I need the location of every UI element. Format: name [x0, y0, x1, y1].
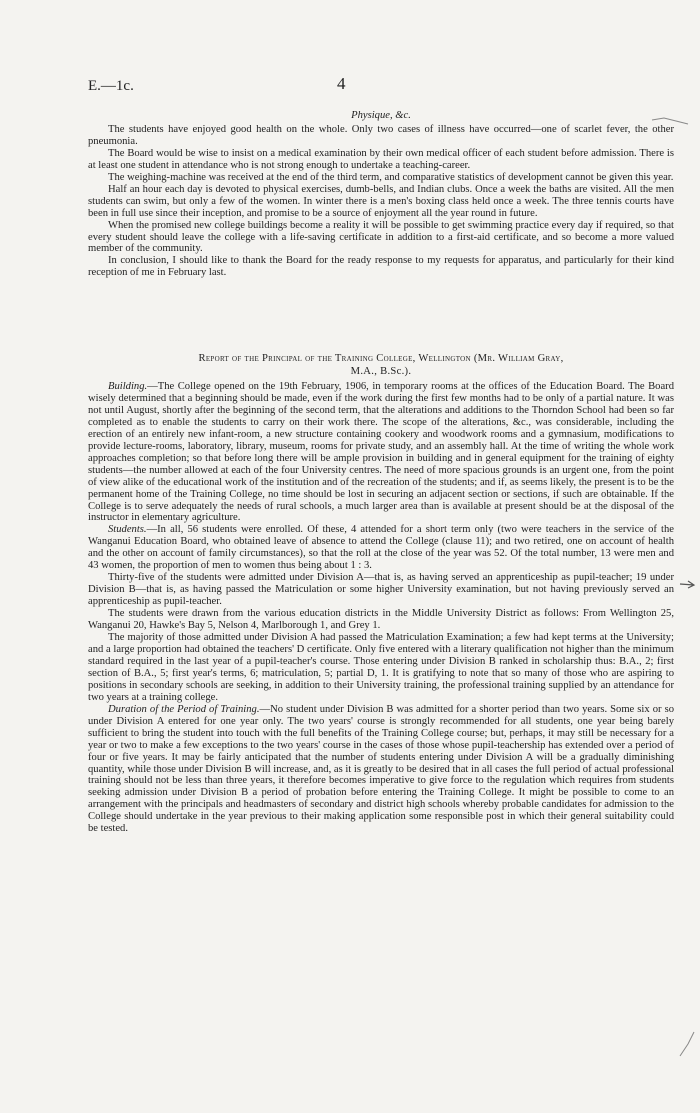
paragraph [88, 572, 674, 608]
margin-mark [650, 112, 690, 130]
paragraph-students [88, 524, 674, 572]
paragraph-lead: Building. [108, 381, 148, 392]
paragraph: In conclusion, I should like to thank the Board for the ready response to my requests for apparatus, and particularly for their kind reception of me in February last. [88, 255, 674, 279]
report-body [88, 381, 674, 835]
physique-section [88, 110, 674, 279]
paragraph-building [88, 381, 674, 524]
paragraph-text: —In all, 56 students were enrolled. Of these, 4 attended for a short term only (two were teachers in the service of the Wanganui Education Board, who obtained leave of absence to attend the College (clause 11); and two retired, one on account of health and the other on account of family circumstances), so that the roll at the close of the year was 52. Of the total number, 13 were men and 43 women, the proportion of men to women thus being about 1 : 3. [88, 524, 674, 572]
paragraph: The students have enjoyed good health on the whole. Only two cases of illness have occurred—one of scarlet fever, the other pneumonia. [88, 123, 674, 147]
paragraph-text: —No student under Division B was admitted for a shorter period than two years. Some six or so under Division A entered for one year only. The two years' course is strongly recommended for all students, one year being barely sufficient to bring the student into touch with the full benefits of the Training College course; but, perhaps, it may still be necessary for a year or two to make a few exceptions to the two years' course in the cases of those whose pupil-teachership has extended over a period of four or five years. It may be fairly anticipated that the number of students entering under Division A will be a gradually diminishing quantity, while those under Division B will increase, and, as it is greatly to be desired that in all cases the full period of actual professional training should not be less than three years, it therefore becomes imperative to give force to the regulation which requires from students seeking admission under Division B a period of probation before entering the Training College. It might be possible to come to an arrangement with the principals and headmasters of secondary and district high schools whereby probable candidates for admission to the College should undertake in the year previous to their making application some responsible post in which their general suitability could be tested. [88, 703, 675, 835]
margin-mark [678, 578, 698, 594]
paragraph-text: Thirty-five of the students were admitted under Division A—that is, as having served an apprenticeship as pupil-teacher; 19 under Division B—that is, as having passed the Matriculation or some higher University examination, but not having previously served an apprenticeship as pupil-teacher. [88, 572, 674, 608]
paragraph-duration [88, 704, 674, 835]
paragraph-lead: Students. [108, 524, 147, 536]
paragraph-text: The students were drawn from the various education districts in the Middle University District as follows: From Wellington 25, Wanganui 20, Hawke's Bay 5, Nelson 4, Marlborough 1, and Grey 1. [88, 608, 674, 632]
paragraph-lead: Duration of the Period of Training. [108, 703, 260, 715]
paragraph: The Board would be wise to insist on a medical examination by their own medical officer of each student before admission. There is at least one student in attendance who is not strong enough to undertake a teaching-career. [88, 147, 674, 171]
margin-mark [676, 1030, 698, 1064]
paragraph: Half an hour each day is devoted to physical exercises, dumb-bells, and Indian clubs. Once a week the baths are visited. All the men students can swim, but only a few of the women. In winter there is a men's boxing class held once a week. The three tennis courts have been in full use since their inception, and promise to be a source of enjoyment all the year round in future. [88, 183, 674, 219]
paragraph [88, 632, 674, 704]
paragraph: The weighing-machine was received at the end of the third term, and comparative statistics of development cannot be given this year. [108, 171, 674, 183]
report-title-line2: M.A., B.Sc.). [350, 366, 412, 377]
paragraph: When the promised new college buildings become a reality it will be possible to get swimming practice every day if required, so that every student should leave the college with a life-saving certificate in addition to a first-aid certificate, and so become a more valued member of the community. [88, 219, 674, 255]
paragraph-text: The majority of those admitted under Division A had passed the Matriculation Examination; a few had kept terms at the University; and a large proportion had obtained the teachers' D certificate. Only five entered with a literary qualification not higher than the minimum standard required in the last year of a pupil-teacher's course. Those entering under Division B ranked in scholarship thus: B.A., 2; first section of B.A., 5; first year's terms, 6; matriculation, 5; partial D, 1. It is gratifying to note that so many of those who are aspiring to positions in secondary schools are seeking, in addition to their University training, the professional training supplied by an attendance for two years at a training college. [88, 632, 674, 703]
page-number: 4 [337, 74, 346, 93]
report-title [88, 352, 674, 378]
section-heading-physique: Physique, &c. [351, 110, 411, 121]
report-title-line1: Report of the Principal of the Training College, Wellington (Mr. William Gray, [198, 353, 564, 364]
paragraph [88, 608, 674, 632]
document-reference: E.—1c. [88, 78, 134, 94]
paragraph-text: —The College opened on the 19th February, 1906, in temporary rooms at the offices of the Education Board. The Board wisely determined that a beginning should be made, even if the work during the first few months had to be only of a partial nature. It was not until August, shortly after the beginning of the second term, that the alterations and additions to the Thorndon School had been so far completed as to enable the students to carry on their work there. The scope of the alterations, &c., was considerable, including the erection of an entirely new infant-room, a new structure containing cookery and woodwork rooms and a gymnasium, modifications to provide lecture-rooms, laboratory, library, museum, rooms for private study, and an assembly hall. At the time of writing the whole work approaches completion; so that before long there will be ample provision in building and in general equipment for the training of eighty students—the number allowed at each of the four University centres. The need of more spacious grounds is an urgent one, from the point of view alike of the educational work of the institution and of the recreation of the students; and if, as seems likely, the present is to be the permanent home of the Training College, no time should be lost in securing an adjacent section or sections, if such are obtainable. If the College is to serve adequately the needs of rural schools, a much larger area than is available at present should be at the disposal of the instructor in elementary agriculture. [88, 381, 674, 524]
